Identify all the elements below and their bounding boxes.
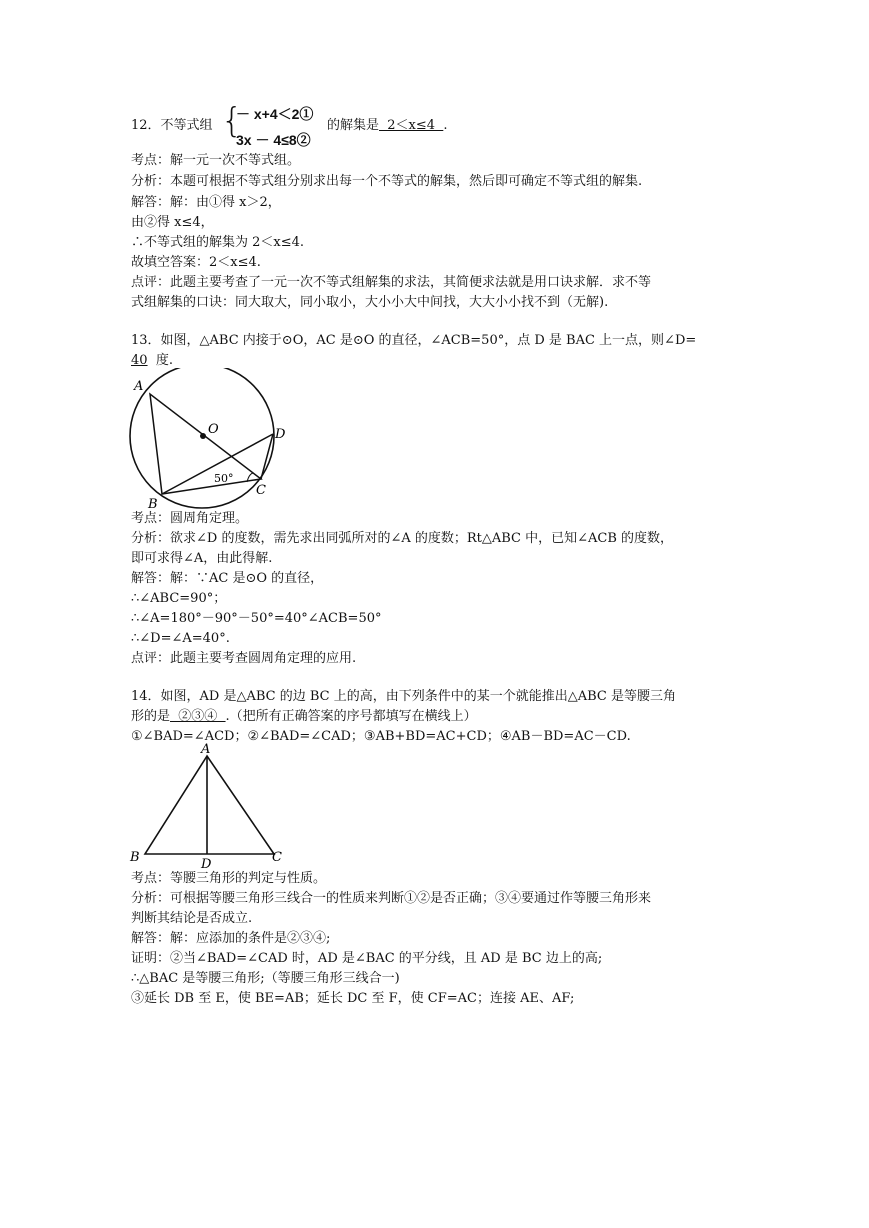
q14-answer: ②③④: [170, 709, 226, 724]
q12-end: .: [443, 118, 448, 133]
q12-kaodian: 考点：解一元一次不等式组。: [131, 153, 301, 168]
q12-step2: 由②得 x≤4，: [131, 215, 214, 230]
q14-proof: 证明：②当∠BAD=∠CAD 时，AD 是∠BAC 的平分线，且 AD 是 BC 边上的高;: [131, 951, 603, 966]
q13-fenxi-cont: 即可求得∠A，由此得解.: [131, 551, 273, 566]
q13-question: 13．如图，△ABC 内接于⊙O，AC 是⊙O 的直径，∠ACB=50°，点 D 是 BAC 上一点，则∠D=: [131, 333, 697, 348]
label-o: O: [208, 422, 219, 437]
q12-fenxi: 分析：本题可根据不等式组分别求出每一个不等式的解集，然后即可确定不等式组的解集.: [131, 174, 643, 189]
q13-fenxi: 分析：欲求∠D 的度数，需先求出同弧所对的∠A 的度数；Rt△ABC 中，已知∠ACB 的度数，: [131, 531, 674, 546]
q14-suffix: .（把所有正确答案的序号都填写在横线上）: [225, 709, 477, 724]
q12-step3: ∴不等式组的解集为 2＜x≤4.: [131, 235, 305, 250]
q14-jieda: 解答：解：应添加的条件是②③④;: [131, 931, 331, 946]
q12-dianping-cont: 式组解集的口诀：同大取大，同小取小，大小小大中间找，大大小小找不到（无解).: [131, 295, 609, 310]
q13-answer: 40: [131, 353, 148, 368]
q12-fill-answer: 故填空答案：2＜x≤4.: [131, 255, 261, 270]
q14-triangle-figure: [128, 742, 293, 872]
q13-unit: 度.: [155, 353, 173, 368]
q14-prefix: 形的是: [131, 709, 171, 724]
label-d: D: [275, 427, 286, 442]
q13-circle-figure: [125, 368, 295, 513]
q14-question: 14．如图，AD 是△ABC 的边 BC 上的高，由下列条件中的某一个就能推出△ABC 是等腰三角: [131, 689, 677, 704]
q12-inequality-1: － x+4＜2①: [236, 106, 314, 122]
q14-options: ①∠BAD=∠ACD；②∠BAD=∠CAD；③AB+BD=AC+CD；④AB－BD=AC－CD.: [131, 729, 631, 744]
q12-dianping: 点评：此题主要考查了一元一次不等式组解集的求法，其简便求法就是用口诀求解．求不等: [131, 275, 652, 290]
system-brace: {: [221, 101, 243, 141]
q12-prefix: 12．不等式组: [131, 118, 213, 133]
q12-inequality-2: 3x － 4≤8②: [236, 132, 311, 148]
q13-dianping: 点评：此题主要考查圆周角定理的应用.: [131, 651, 357, 666]
q13-kaodian: 考点：圆周角定理。: [131, 511, 249, 526]
q12-answer: 2＜x≤4: [379, 118, 444, 133]
triangle-abc: [145, 756, 274, 854]
label-b: B: [148, 497, 158, 512]
q12-question-tail: [327, 117, 447, 135]
label-d: D: [201, 857, 212, 872]
q12-mid: 的解集是: [327, 118, 380, 133]
q14-question-cont: [131, 708, 477, 726]
q13-step4: ∴∠D=∠A=40°.: [131, 631, 230, 646]
q13-step3: ∴∠A=180°－90°－50°=40°∠ACB=50°: [131, 611, 382, 626]
q14-kaodian: 考点：等腰三角形的判定与性质。: [131, 871, 327, 886]
q14-fenxi: 分析：可根据等腰三角形三线合一的性质来判断①②是否正确；③④要通过作等腰三角形来: [131, 891, 652, 906]
q14-proof-step3: ③延长 DB 至 E，使 BE=AB；延长 DC 至 F，使 CF=AC；连接 AE、AF;: [131, 991, 575, 1006]
label-a: A: [201, 742, 211, 757]
q12-jieda: 解答：解：由①得 x＞2，: [131, 195, 281, 210]
q14-proof-conclusion: ∴△BAC 是等腰三角形;（等腰三角形三线合一): [131, 971, 400, 986]
q13-step2: ∴∠ABC=90°；: [131, 591, 227, 606]
label-b: B: [130, 850, 140, 865]
center-o: [200, 433, 206, 439]
q13-jieda: 解答：解：∵AC 是⊙O 的直径，: [131, 571, 324, 586]
q14-fenxi-cont: 判断其结论是否成立.: [131, 911, 253, 926]
label-c: C: [256, 483, 266, 498]
triangle-abc: [150, 394, 261, 494]
label-a: A: [134, 379, 144, 394]
label-c: C: [272, 850, 282, 865]
label-angle: 50°: [214, 472, 234, 485]
